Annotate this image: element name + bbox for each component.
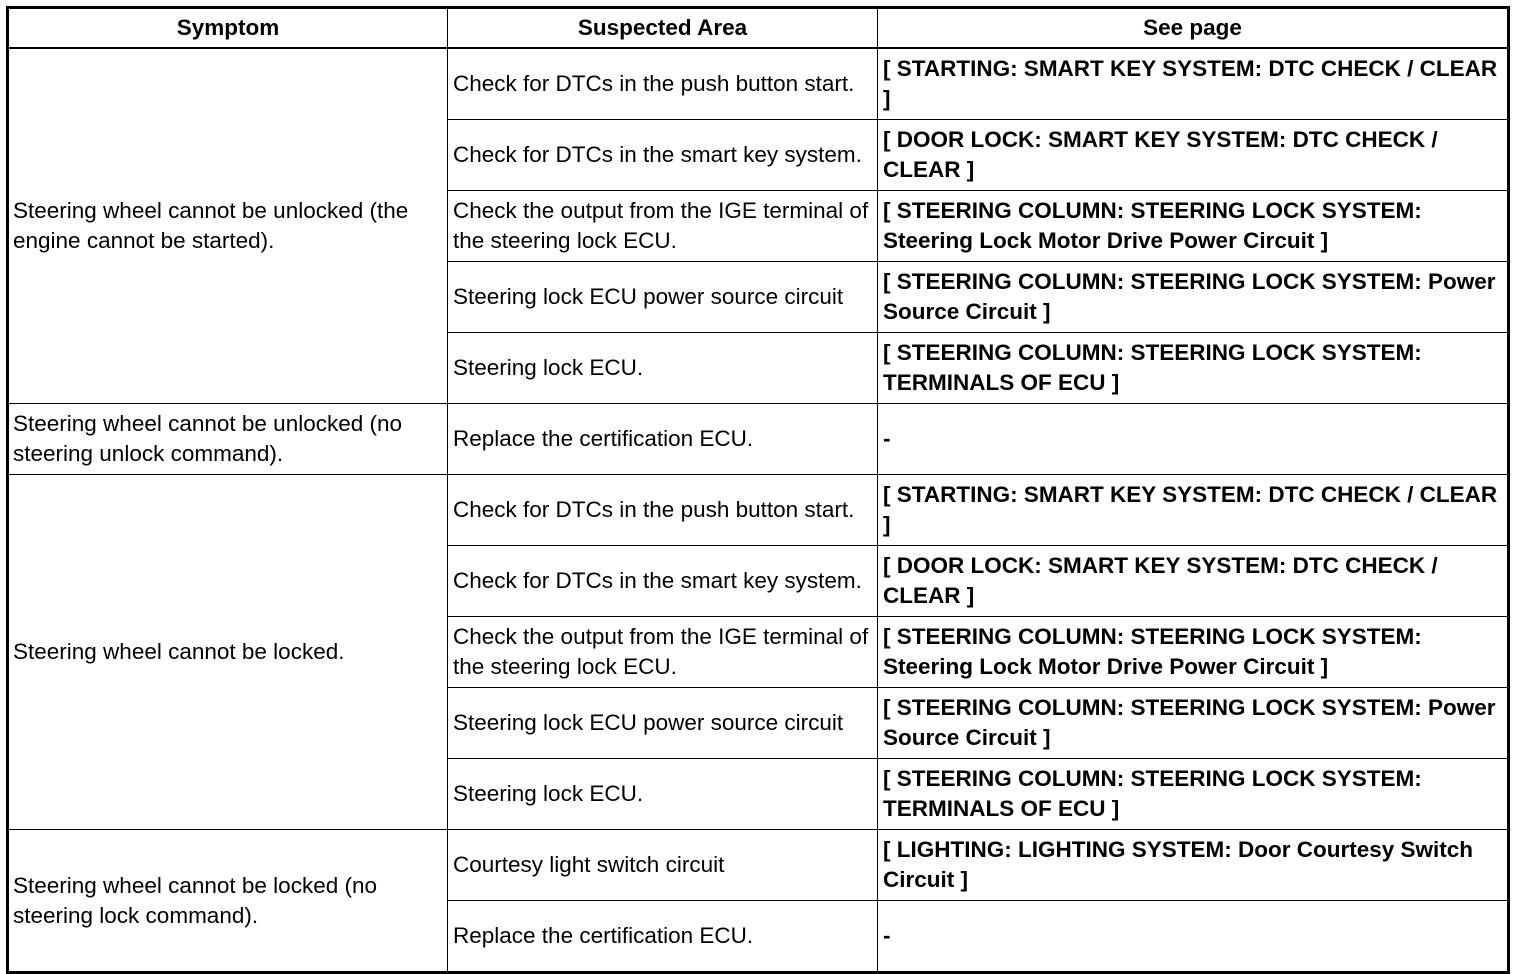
table-body xyxy=(8,48,1509,973)
suspected-area-cell: Steering lock ECU power source circuit xyxy=(448,262,878,333)
symptom-cell: Steering wheel cannot be locked (no steering lock command). xyxy=(8,830,448,973)
table-row xyxy=(8,475,1509,546)
table-row xyxy=(8,404,1509,475)
suspected-area-cell: Check for DTCs in the push button start. xyxy=(448,48,878,120)
suspected-area-cell: Steering lock ECU. xyxy=(448,333,878,404)
header-row xyxy=(8,8,1509,49)
see-page-cell: [ STEERING COLUMN: STEERING LOCK SYSTEM: Power Source Circuit ] xyxy=(878,262,1509,333)
see-page-cell: [ STARTING: SMART KEY SYSTEM: DTC CHECK / CLEAR ] xyxy=(878,48,1509,120)
header-symptom: Symptom xyxy=(8,8,448,49)
see-page-cell: - xyxy=(878,901,1509,973)
see-page-cell: [ STEERING COLUMN: STEERING LOCK SYSTEM: Steering Lock Motor Drive Power Circuit ] xyxy=(878,617,1509,688)
header-suspected-area: Suspected Area xyxy=(448,8,878,49)
symptom-cell: Steering wheel cannot be unlocked (the engine cannot be started). xyxy=(8,48,448,404)
suspected-area-cell: Check for DTCs in the push button start. xyxy=(448,475,878,546)
suspected-area-cell: Steering lock ECU. xyxy=(448,759,878,830)
table-row xyxy=(8,48,1509,120)
table-header xyxy=(8,8,1509,49)
symptom-cell: Steering wheel cannot be locked. xyxy=(8,475,448,830)
suspected-area-cell: Steering lock ECU power source circuit xyxy=(448,688,878,759)
see-page-cell: [ LIGHTING: LIGHTING SYSTEM: Door Courtesy Switch Circuit ] xyxy=(878,830,1509,901)
see-page-cell: [ DOOR LOCK: SMART KEY SYSTEM: DTC CHECK / CLEAR ] xyxy=(878,546,1509,617)
suspected-area-cell: Check the output from the IGE terminal of the steering lock ECU. xyxy=(448,617,878,688)
see-page-cell: [ STEERING COLUMN: STEERING LOCK SYSTEM: TERMINALS OF ECU ] xyxy=(878,759,1509,830)
see-page-cell: [ DOOR LOCK: SMART KEY SYSTEM: DTC CHECK / CLEAR ] xyxy=(878,120,1509,191)
table-row xyxy=(8,830,1509,901)
suspected-area-cell: Replace the certification ECU. xyxy=(448,901,878,973)
see-page-cell: [ STARTING: SMART KEY SYSTEM: DTC CHECK / CLEAR ] xyxy=(878,475,1509,546)
suspected-area-cell: Check the output from the IGE terminal of the steering lock ECU. xyxy=(448,191,878,262)
symptom-cell: Steering wheel cannot be unlocked (no steering unlock command). xyxy=(8,404,448,475)
see-page-cell: [ STEERING COLUMN: STEERING LOCK SYSTEM: Steering Lock Motor Drive Power Circuit ] xyxy=(878,191,1509,262)
problem-symptoms-table xyxy=(6,6,1510,974)
header-see-page: See page xyxy=(878,8,1509,49)
suspected-area-cell: Check for DTCs in the smart key system. xyxy=(448,120,878,191)
see-page-cell: - xyxy=(878,404,1509,475)
suspected-area-cell: Replace the certification ECU. xyxy=(448,404,878,475)
suspected-area-cell: Check for DTCs in the smart key system. xyxy=(448,546,878,617)
see-page-cell: [ STEERING COLUMN: STEERING LOCK SYSTEM: TERMINALS OF ECU ] xyxy=(878,333,1509,404)
see-page-cell: [ STEERING COLUMN: STEERING LOCK SYSTEM: Power Source Circuit ] xyxy=(878,688,1509,759)
suspected-area-cell: Courtesy light switch circuit xyxy=(448,830,878,901)
